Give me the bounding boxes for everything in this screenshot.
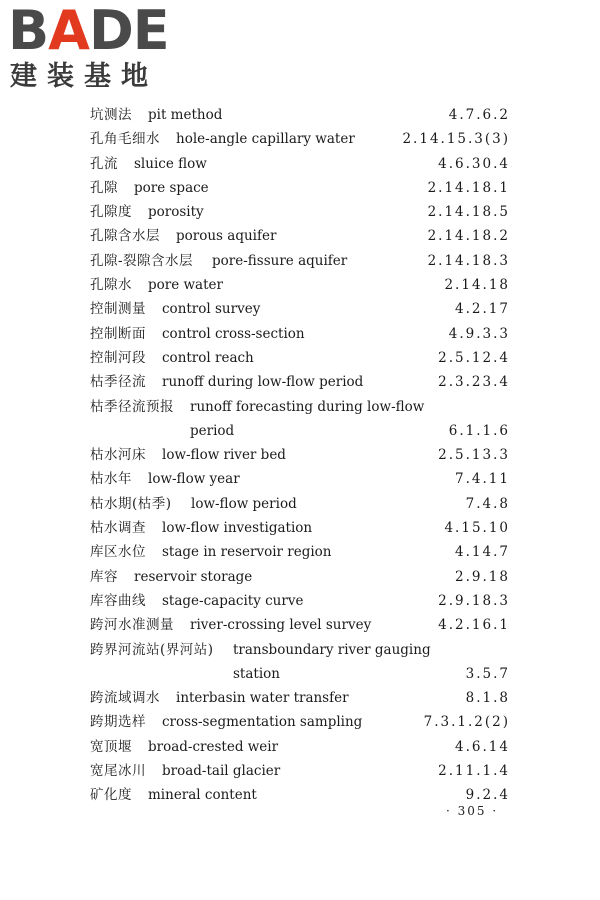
entry-line (0, 224, 600, 248)
section-reference: 2.5.12.4 (438, 349, 510, 366)
section-reference: 2.14.18.3 (427, 252, 510, 269)
entry-line (0, 467, 600, 491)
section-reference: 4.2.16.1 (438, 617, 510, 634)
entry-line (0, 273, 600, 297)
glossary-entry (0, 370, 600, 394)
section-reference: 7.4.8 (465, 495, 510, 512)
english-term: mineral content (148, 787, 257, 804)
entry-line (0, 127, 600, 151)
section-reference: 7.3.1.2(2) (423, 714, 510, 731)
english-term: runoff during low-flow period (162, 374, 364, 391)
section-reference: 2.14.18 (444, 277, 510, 294)
chinese-term: 枯季径流 (90, 374, 146, 391)
glossary-entry (0, 200, 600, 224)
glossary-entry (0, 540, 600, 564)
section-reference: 2.14.18.2 (427, 228, 510, 245)
chinese-term: 枯水调查 (90, 520, 146, 537)
chinese-term: 控制河段 (90, 349, 146, 366)
english-term: broad-crested weir (148, 738, 279, 755)
section-reference: 2.11.1.4 (438, 763, 510, 780)
english-term: porous aquifer (176, 228, 277, 245)
entry-line (0, 322, 600, 346)
section-reference: 2.14.18.1 (427, 179, 510, 196)
section-reference: 3.5.7 (465, 665, 510, 682)
glossary-entry (0, 273, 600, 297)
section-reference: 2.5.13.3 (438, 447, 510, 464)
chinese-term: 跨期选样 (90, 714, 146, 731)
chinese-term: 库区水位 (90, 544, 146, 561)
entry-line (0, 589, 600, 613)
chinese-term: 宽尾冰川 (90, 763, 146, 780)
english-term: control survey (162, 301, 261, 318)
glossary-entry (0, 297, 600, 321)
chinese-term: 孔隙-裂隙含水层 (90, 252, 194, 269)
chinese-term: 跨界河流站(界河站) (90, 641, 214, 658)
entry-line (0, 395, 600, 419)
glossary-entry (0, 127, 600, 151)
english-term: stage in reservoir region (162, 544, 332, 561)
entry-line (0, 540, 600, 564)
chinese-term: 跨河水准测量 (90, 617, 174, 634)
entry-line (0, 249, 600, 273)
english-term: cross-segmentation sampling (162, 714, 363, 731)
chinese-term: 孔角毛细水 (90, 131, 160, 148)
chinese-term: 枯水年 (90, 471, 132, 488)
glossary-entry (0, 565, 600, 589)
glossary-entry (0, 686, 600, 710)
english-term: river-crossing level survey (190, 617, 372, 634)
glossary-entry (0, 103, 600, 127)
chinese-term: 枯水期(枯季) (90, 495, 172, 512)
entry-line (0, 783, 600, 807)
entry-line (0, 443, 600, 467)
chinese-term: 矿化度 (90, 787, 132, 804)
section-reference: 9.2.4 (465, 787, 510, 804)
glossary-entry (0, 783, 600, 807)
english-term: low-flow investigation (162, 520, 313, 537)
glossary-entry (0, 322, 600, 346)
glossary-entry (0, 395, 600, 444)
entry-line (0, 565, 600, 589)
entry-continuation-line (0, 419, 600, 443)
chinese-term: 坑测法 (90, 107, 132, 123)
english-term: runoff forecasting during low-flow (190, 398, 425, 415)
glossary-entry (0, 492, 600, 516)
entry-line (0, 759, 600, 783)
chinese-term: 枯季径流预报 (90, 398, 174, 415)
english-term: control cross-section (162, 325, 305, 342)
english-term: transboundary river gauging (233, 641, 431, 658)
entry-line (0, 176, 600, 200)
glossary-entry (0, 443, 600, 467)
english-term: low-flow year (148, 471, 240, 488)
glossary-entry (0, 710, 600, 734)
section-reference: 4.15.10 (444, 520, 510, 537)
chinese-term: 控制断面 (90, 325, 146, 342)
english-term: sluice flow (134, 155, 207, 172)
chinese-term: 宽顶堰 (90, 738, 132, 755)
glossary-entry (0, 759, 600, 783)
chinese-term: 库容 (90, 568, 118, 585)
chinese-term: 孔隙水 (90, 277, 132, 294)
glossary-entry (0, 224, 600, 248)
chinese-term: 控制测量 (90, 301, 146, 318)
section-reference: 4.7.6.2 (448, 107, 510, 123)
section-reference: 2.3.23.4 (438, 374, 510, 391)
glossary-entry (0, 152, 600, 176)
english-term: pit method (148, 107, 223, 123)
glossary-entry (0, 613, 600, 637)
section-reference: 2.14.15.3(3) (402, 131, 510, 148)
section-reference: 2.14.18.5 (427, 204, 510, 221)
glossary-entry (0, 249, 600, 273)
english-term: control reach (162, 349, 254, 366)
glossary-entry (0, 176, 600, 200)
section-reference: 4.6.30.4 (438, 155, 510, 172)
entry-line (0, 710, 600, 734)
entry-line (0, 638, 600, 662)
english-term: interbasin water transfer (176, 690, 349, 707)
chinese-term: 枯水河床 (90, 447, 146, 464)
entry-continuation-line (0, 662, 600, 686)
glossary-entry (0, 589, 600, 613)
english-term: pore space (134, 179, 209, 196)
entry-line (0, 152, 600, 176)
english-term: broad-tail glacier (162, 763, 281, 780)
section-reference: 6.1.1.6 (448, 422, 510, 439)
chinese-term: 孔隙度 (90, 204, 132, 221)
english-term: reservoir storage (134, 568, 253, 585)
chinese-term: 孔隙含水层 (90, 228, 160, 245)
section-reference: 2.9.18 (455, 568, 510, 585)
entry-line (0, 103, 600, 127)
glossary-entry (0, 638, 600, 687)
english-term: pore-fissure aquifer (212, 252, 348, 269)
logo-wordmark: BADE (8, 0, 169, 62)
entry-line (0, 370, 600, 394)
section-reference: 4.6.14 (455, 738, 510, 755)
chinese-term: 孔流 (90, 155, 118, 172)
english-term: station (233, 665, 280, 682)
section-reference: 4.14.7 (455, 544, 510, 561)
page-number: · 305 · (446, 804, 499, 818)
chinese-term: 孔隙 (90, 179, 118, 196)
section-reference: 7.4.11 (455, 471, 510, 488)
entry-line (0, 346, 600, 370)
entry-line (0, 735, 600, 759)
section-reference: 4.9.3.3 (448, 325, 510, 342)
glossary-entry (0, 467, 600, 491)
section-reference: 2.9.18.3 (438, 592, 510, 609)
english-term: period (190, 422, 235, 439)
glossary-entry (0, 735, 600, 759)
english-term: hole-angle capillary water (176, 131, 355, 148)
english-term: low-flow river bed (162, 447, 286, 464)
entry-line (0, 200, 600, 224)
glossary-entry (0, 516, 600, 540)
logo-subtitle: 建装基地 (10, 61, 158, 92)
glossary-entry (0, 346, 600, 370)
english-term: stage-capacity curve (162, 592, 304, 609)
entry-line (0, 613, 600, 637)
chinese-term: 跨流域调水 (90, 690, 160, 707)
english-term: porosity (148, 204, 204, 221)
entry-line (0, 516, 600, 540)
chinese-term: 库容曲线 (90, 592, 146, 609)
english-term: pore water (148, 277, 223, 294)
section-reference: 4.2.17 (455, 301, 510, 318)
entry-line (0, 492, 600, 516)
entry-line (0, 686, 600, 710)
english-term: low-flow period (191, 495, 297, 512)
glossary-entry-list (0, 103, 600, 808)
section-reference: 8.1.8 (465, 690, 510, 707)
entry-line (0, 297, 600, 321)
bade-logo (8, 0, 178, 96)
